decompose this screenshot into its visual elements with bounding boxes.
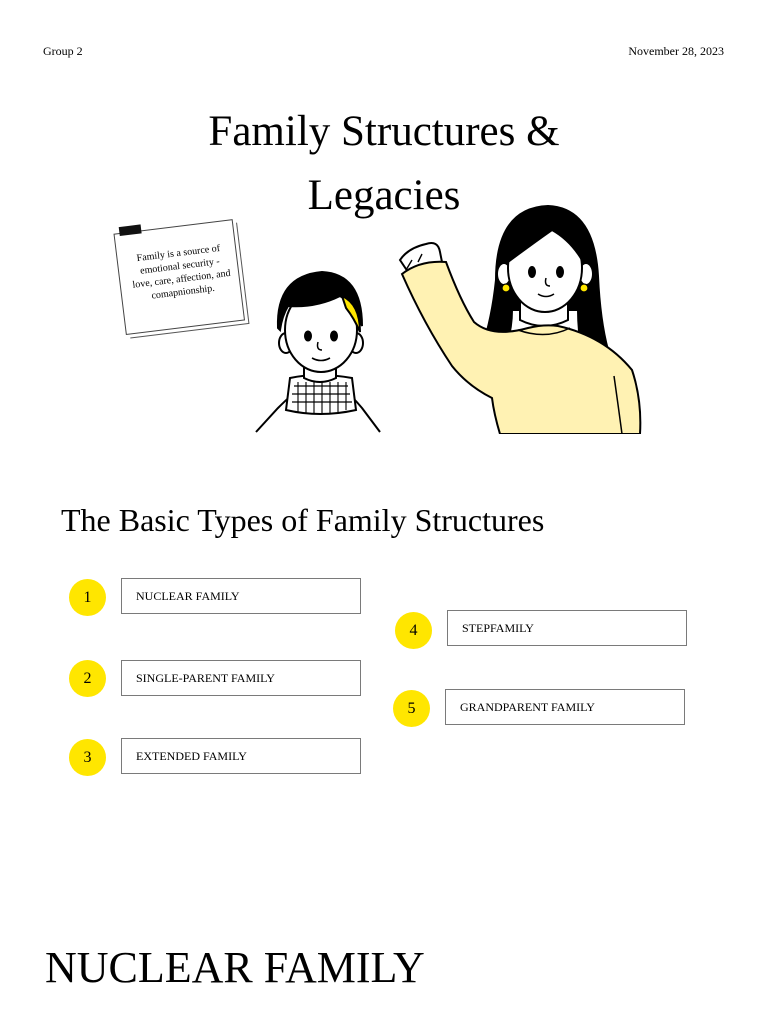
woman-figure [400, 206, 640, 434]
note-card [113, 219, 245, 335]
boy-figure [256, 272, 380, 432]
family-type-box-grandparent: GRANDPARENT FAMILY [445, 689, 685, 725]
number-badge-4: 4 [395, 612, 432, 649]
family-type-box-extended: EXTENDED FAMILY [121, 738, 361, 774]
quote-note [108, 209, 251, 342]
title-line-2: Legacies [307, 172, 461, 219]
family-type-box-stepfamily: STEPFAMILY [447, 610, 687, 646]
family-type-box-single-parent: SINGLE-PARENT FAMILY [121, 660, 361, 696]
family-type-box-nuclear: NUCLEAR FAMILY [121, 578, 361, 614]
title-line-1: Family Structures & [208, 108, 560, 155]
group-label: Group 2 [43, 44, 83, 58]
number-badge-3: 3 [69, 739, 106, 776]
number-badge-2: 2 [69, 660, 106, 697]
date-label: November 28, 2023 [628, 44, 724, 58]
number-badge-1: 1 [69, 579, 106, 616]
note-text: Family is a source of emotional security - love, care, affection, and comapnionship. [131, 242, 232, 302]
section-heading: The Basic Types of Family Structures [61, 502, 545, 538]
number-badge-5: 5 [393, 690, 430, 727]
next-section-heading: NUCLEAR FAMILY [45, 943, 425, 992]
